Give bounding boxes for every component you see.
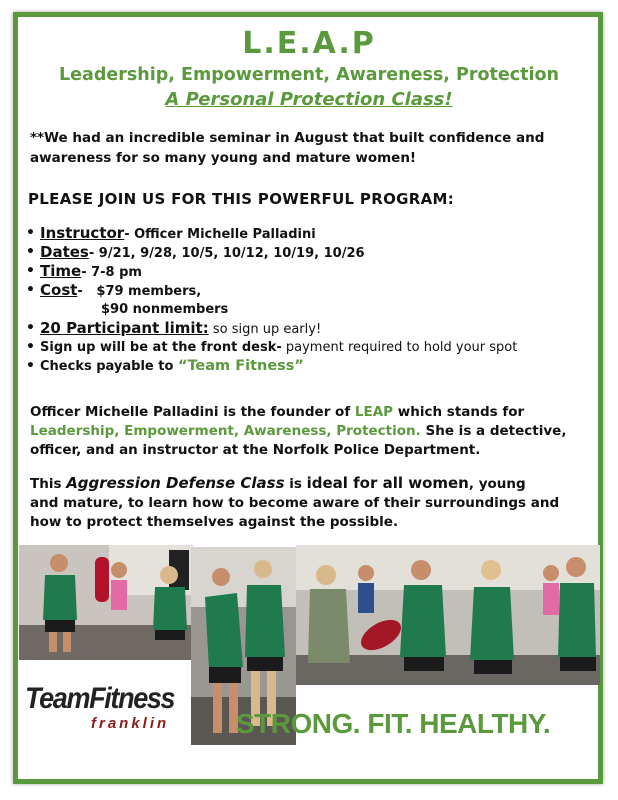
bio-part-1: Officer Michelle Palladini is the founder of bbox=[30, 404, 355, 420]
ideal-a: This bbox=[30, 476, 67, 492]
list-item-checks bbox=[26, 357, 586, 376]
ideal-c: is bbox=[284, 476, 307, 492]
signup-bold: Sign up will be at the front desk- bbox=[40, 340, 282, 355]
checks-name: “Team Fitness” bbox=[177, 358, 304, 374]
bio-part-2: which stands for bbox=[393, 404, 525, 420]
instructor-value: - Officer Michelle Palladini bbox=[124, 227, 316, 242]
ideal-class-name: Aggression Defense Class bbox=[66, 474, 285, 492]
bio-paragraph bbox=[30, 403, 595, 460]
dates-key: Dates bbox=[40, 243, 89, 261]
list-item-instructor bbox=[26, 224, 586, 243]
class-photo-left bbox=[19, 545, 193, 660]
slogan: STRONG. FIT. HEALTHY. bbox=[236, 708, 551, 739]
ideal-e: , young bbox=[468, 476, 526, 492]
bio-part-3: She is a detective, bbox=[420, 423, 567, 439]
instructor-key: Instructor bbox=[40, 224, 125, 242]
list-item-cost-continued bbox=[26, 300, 586, 319]
ideal-line-3: how to protect themselves against the possible. bbox=[30, 514, 399, 530]
team-fitness-logo bbox=[19, 660, 191, 750]
dates-value: - 9/21, 9/28, 10/5, 10/12, 10/19, 10/26 bbox=[88, 246, 365, 261]
limit-key: 20 Participant limit: bbox=[40, 319, 209, 337]
list-item-dates bbox=[26, 243, 586, 262]
class-photo-right bbox=[296, 545, 600, 685]
list-item-time bbox=[26, 262, 586, 281]
flyer-subtitle: Leadership, Empowerment, Awareness, Protection bbox=[59, 65, 559, 85]
flyer-tagline: A Personal Protection Class! bbox=[165, 89, 453, 110]
ideal-paragraph bbox=[30, 474, 595, 532]
list-item-limit bbox=[26, 319, 586, 338]
time-value: - 7-8 pm bbox=[81, 265, 142, 280]
program-details-list bbox=[26, 224, 586, 376]
intro-line-2: awareness for so many young and mature women! bbox=[30, 150, 417, 166]
limit-value: so sign up early! bbox=[208, 322, 322, 337]
cost-value: - $79 members, bbox=[77, 284, 202, 299]
cost-key: Cost bbox=[40, 281, 78, 299]
intro-line-1: **We had an incredible seminar in August that built confidence and bbox=[30, 130, 545, 146]
list-item-signup bbox=[26, 338, 586, 357]
ideal-emphasis: ideal for all women bbox=[306, 474, 469, 492]
logo-sub-text: franklin bbox=[91, 715, 170, 732]
ideal-line-2: and mature, to learn how to become aware of their surroundings and bbox=[30, 495, 560, 511]
logo-main-text: TeamFitness bbox=[25, 682, 175, 715]
time-key: Time bbox=[40, 262, 82, 280]
flyer-title: L.E.A.P bbox=[242, 26, 376, 61]
bio-meaning: Leadership, Empowerment, Awareness, Protection. bbox=[30, 423, 421, 439]
list-item-cost bbox=[26, 281, 586, 300]
cost-value-nonmembers: $90 nonmembers bbox=[101, 302, 229, 317]
bio-line-3: officer, and an instructor at the Norfolk Police Department. bbox=[30, 442, 481, 458]
checks-text: Checks payable to bbox=[40, 359, 178, 374]
bio-leap: LEAP bbox=[354, 404, 394, 420]
join-heading: PLEASE JOIN US FOR THIS POWERFUL PROGRAM: bbox=[28, 190, 455, 208]
signup-normal: payment required to hold your spot bbox=[281, 340, 518, 355]
intro-paragraph bbox=[30, 128, 590, 168]
